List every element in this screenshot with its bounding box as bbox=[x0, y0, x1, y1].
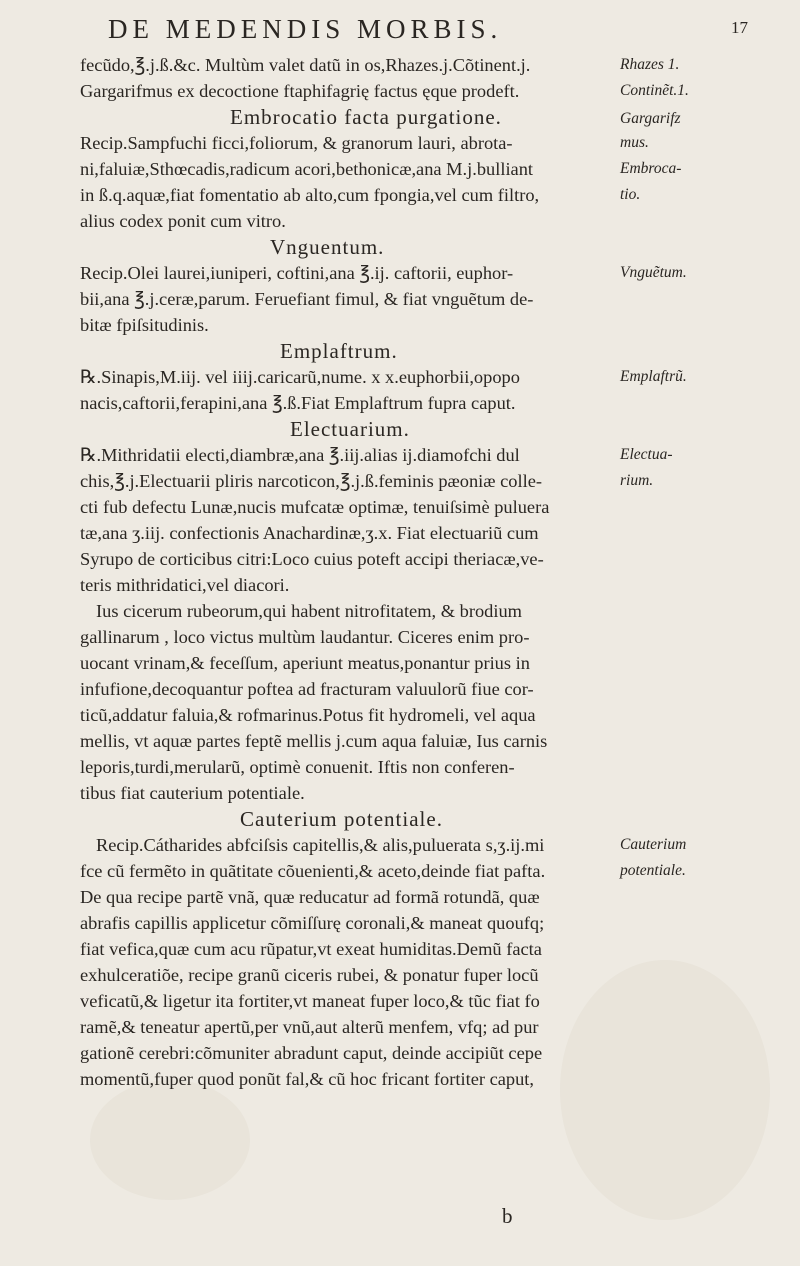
text-line: ramẽ,& teneatur apertũ,per vnũ,aut alterũ menfem, vfq; ad pur bbox=[80, 1017, 539, 1037]
margin-note: Cauterium bbox=[620, 836, 687, 853]
text-line: in ß.q.aquæ,fiat fomentatio ab alto,cum fpongia,vel cum filtro, bbox=[80, 185, 540, 205]
text-line: fce cũ fermẽto in quãtitate cõuenienti,& aceto,deinde fiat pafta. bbox=[80, 861, 546, 881]
margin-note: Rhazes 1. bbox=[620, 56, 680, 73]
text-line: veficatũ,& ligetur ita fortiter,vt maneat fuper loco,& tũc fiat fo bbox=[80, 991, 540, 1011]
text-line: infufione,decoquantur poftea ad fracturam valuulorũ fiue cor- bbox=[80, 679, 534, 699]
text-line: Gargarifmus ex decoctione ftaphifagrię factus ęque prodeft. bbox=[80, 81, 520, 101]
text-line: fecũdo,℥.j.ß.&c. Multùm valet datũ in os,Rhazes.j.Cõtinent.j. bbox=[80, 55, 531, 75]
paper-stain bbox=[560, 960, 770, 1220]
margin-note: Vnguẽtum. bbox=[620, 264, 687, 281]
signature-mark: b bbox=[502, 1204, 513, 1228]
text-line: tæ,ana ʒ.iij. confectionis Anachardinæ,ʒ.x. Fiat electuariũ cum bbox=[80, 523, 539, 543]
text-line: teris mithridatici,vel diacori. bbox=[80, 575, 290, 595]
text-line: fiat vefica,quæ cum acu rũpatur,vt exeat humiditas.Demũ facta bbox=[80, 939, 542, 959]
text-line: ticũ,addatur faluia,& rofmarinus.Potus fit hydromeli, vel aqua bbox=[80, 705, 536, 725]
text-line: exhulceratiõe, recipe granũ ciceris rubei, & ponatur fuper locũ bbox=[80, 965, 539, 985]
margin-note: rium. bbox=[620, 472, 654, 489]
margin-note: mus. bbox=[620, 134, 649, 151]
text-line: ni,faluiæ,Sthœcadis,radicum acori,bethonicæ,ana M.j.bulliant bbox=[80, 159, 534, 179]
text-line: alius codex ponit cum vitro. bbox=[80, 211, 286, 231]
text-line: ℞.Mithridatii electi,diambræ,ana ℥.iij.alias ij.diamofchi dul bbox=[80, 445, 520, 465]
text-line: leporis,turdi,merularũ, optimè conuenit. Iftis non conferen- bbox=[80, 757, 515, 777]
margin-note: Emplaftrũ. bbox=[620, 368, 687, 385]
text-line: cti fub defectu Lunæ,nucis mufcatæ optimæ, tenuiſsimè puluera bbox=[80, 497, 550, 517]
text-line: uocant vrinam,& feceſſum, aperiunt meatus,ponantur prius in bbox=[80, 653, 530, 673]
text-line: gationẽ cerebri:cõmuniter abradunt caput, deinde accipiũt cepe bbox=[80, 1043, 543, 1063]
section-heading: Emplaftrum. bbox=[280, 339, 398, 363]
page-number: 17 bbox=[731, 18, 748, 37]
margin-note: Gargarifz bbox=[620, 110, 681, 127]
text-line: De qua recipe partẽ vnã, quæ reducatur ad formã rotundã, quæ bbox=[80, 887, 540, 907]
paper-stain bbox=[90, 1080, 250, 1200]
text-line: momentũ,fuper quod ponũt fal,& cũ hoc fricant fortiter caput, bbox=[80, 1069, 535, 1089]
text-line: bitæ fpiſsitudinis. bbox=[80, 315, 209, 335]
text-line: bii,ana ℥.j.ceræ,parum. Feruefiant fimul, & fiat vnguẽtum de- bbox=[80, 289, 534, 309]
text-line: ℞.Sinapis,M.iij. vel iiij.caricarũ,nume. x x.euphorbii,opopo bbox=[80, 367, 520, 387]
section-heading: Vnguentum. bbox=[270, 235, 385, 259]
section-heading: Electuarium. bbox=[290, 417, 410, 441]
running-header bbox=[108, 14, 748, 50]
section-heading: Embrocatio facta purgatione. bbox=[230, 105, 502, 129]
text-line: gallinarum , loco victus multùm laudantur. Ciceres enim pro- bbox=[80, 627, 530, 647]
text-line: tibus fiat cauterium potentiale. bbox=[80, 783, 305, 803]
text-line: Recip.Sampfuchi ficci,foliorum, & granorum lauri, abrota- bbox=[80, 133, 513, 153]
text-line: chis,℥.j.Electuarii pliris narcoticon,℥.j.ß.feminis pæoniæ colle- bbox=[80, 471, 543, 491]
margin-note: Electua- bbox=[620, 446, 673, 463]
text-line: Recip.Olei laurei,iuniperi, coftini,ana ℥.ij. caftorii, euphor- bbox=[80, 263, 514, 283]
margin-note: tio. bbox=[620, 186, 641, 203]
text-line: Syrupo de corticibus citri:Loco cuius poteft accipi theriacæ,ve- bbox=[80, 549, 544, 569]
margin-note: Embroca- bbox=[620, 160, 682, 177]
margin-note: potentiale. bbox=[620, 862, 686, 879]
text-line: nacis,caftorii,ferapini,ana ℥.ß.Fiat Emplaftrum fupra caput. bbox=[80, 393, 516, 413]
text-line: abrafis capillis applicetur cõmiſſurę coronali,& maneat quoufq; bbox=[80, 913, 545, 933]
text-line: mellis, vt aquæ partes feptẽ mellis j.cum aqua faluiæ, Ius carnis bbox=[80, 731, 548, 751]
text-line: Ius cicerum rubeorum,qui habent nitrofitatem, & brodium bbox=[96, 601, 522, 621]
section-heading: Cauterium potentiale. bbox=[240, 807, 443, 831]
running-title: DE MEDENDIS MORBIS. bbox=[108, 14, 503, 44]
text-line: Recip.Cátharides abfciſsis capitellis,& alis,puluerata s,ʒ.ij.mi bbox=[96, 835, 545, 855]
margin-note: Continẽt.1. bbox=[620, 82, 689, 99]
